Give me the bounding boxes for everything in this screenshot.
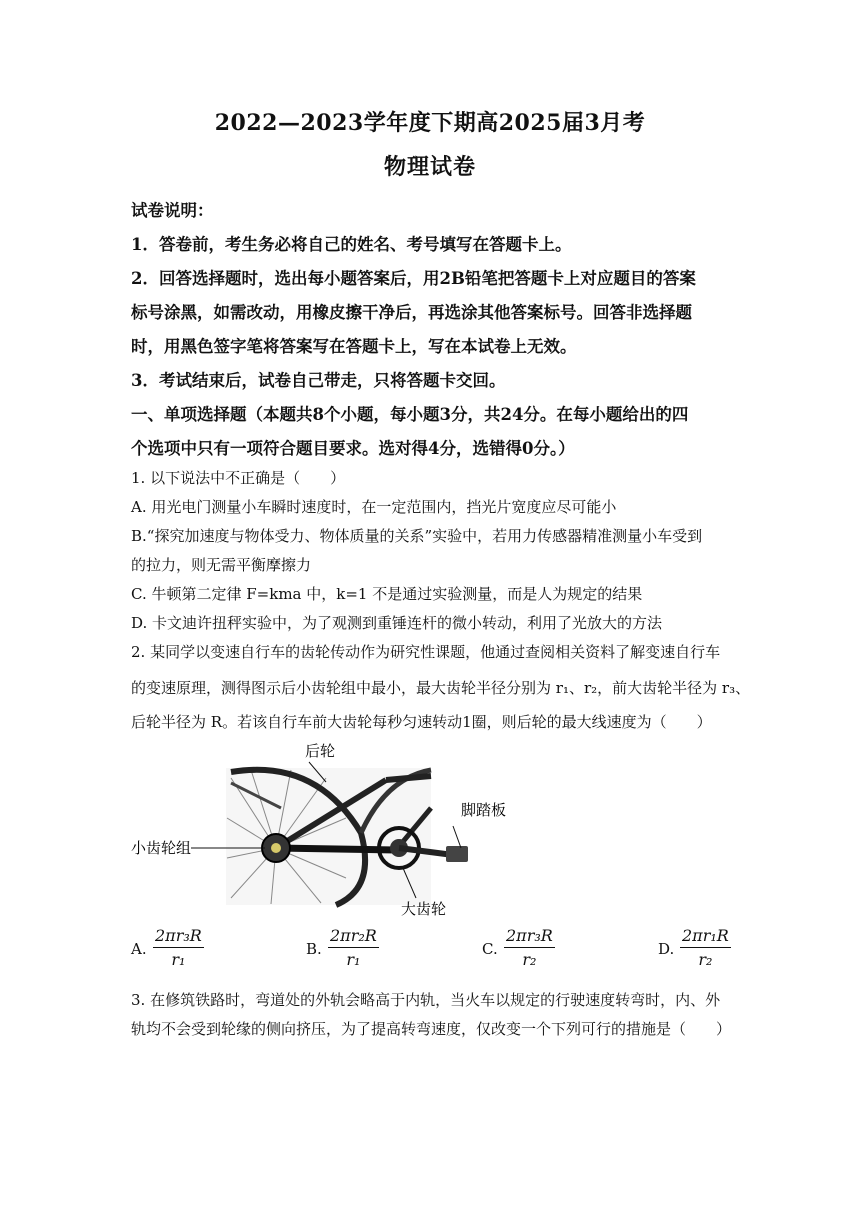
option-label: D. — [658, 940, 675, 958]
instructions-heading: 试卷说明： — [131, 201, 214, 220]
q1-option-b-line2: 的拉力，则无需平衡摩擦力 — [131, 556, 312, 574]
instruction-2c: 时，用黑色签字笔将答案写在答题卡上，写在本试卷上无效。 — [131, 337, 577, 356]
q2-stem-line3: 后轮半径为 R。若该自行车前大齿轮每秒匀速转动1圈，则后轮的最大线速度为（ ） — [131, 713, 712, 731]
q2-stem-line2: 的变速原理，测得图示后小齿轮组中最小，最大齿轮半径分别为 r₁、r₂，前大齿轮半径为 r₃、 — [131, 679, 751, 697]
fraction-denominator: r₂ — [522, 950, 537, 969]
fraction-denominator: r₁ — [171, 950, 186, 969]
label-big-gear: 大齿轮 — [401, 900, 447, 918]
q1-option-c: C. 牛顿第二定律 F=kma 中，k=1 不是通过实验测量，而是人为规定的结果 — [131, 585, 643, 603]
option-label: A. — [131, 940, 147, 958]
exam-subtitle: 物理试卷 — [383, 154, 476, 180]
q1-option-b-line1: B.“探究加速度与物体受力、物体质量的关系”实验中，若用力传感器精准测量小车受到 — [131, 527, 703, 545]
exam-title: 2022—2023学年度下期高2025届3月考 — [214, 110, 646, 136]
bicycle-figure — [131, 738, 521, 923]
option-label: C. — [482, 940, 498, 958]
section1-line2: 个选项中只有一项符合题目要求。选对得4分，选错得0分。） — [131, 439, 575, 458]
option-fraction — [504, 925, 555, 972]
q1-stem: 1. 以下说法中不正确是（ ） — [131, 469, 346, 487]
q3-stem-line2: 轨均不会受到轮缘的侧向挤压，为了提高转弯速度，仅改变一个下列可行的措施是（ ） — [131, 1020, 732, 1038]
label-pedal: 脚踏板 — [461, 801, 507, 819]
instruction-1: 1．答卷前，考生务必将自己的姓名、考号填写在答题卡上。 — [131, 235, 572, 254]
option-fraction — [153, 925, 204, 972]
option-fraction — [680, 925, 731, 972]
label-small-gear: 小齿轮组 — [131, 839, 192, 857]
label-rear-wheel: 后轮 — [305, 742, 336, 760]
fraction-numerator: 2πr₃R — [504, 925, 555, 948]
instruction-2b: 标号涂黑，如需改动，用橡皮擦干净后，再选涂其他答案标号。回答非选择题 — [131, 303, 692, 322]
option-fraction — [328, 925, 379, 972]
q3-stem-line1: 3. 在修筑铁路时，弯道处的外轨会略高于内轨，当火车以规定的行驶速度转弯时，内、外 — [131, 991, 721, 1009]
section1-line1: 一、单项选择题（本题共8个小题，每小题3分，共24分。在每小题给出的四 — [131, 405, 689, 424]
option-label: B. — [306, 940, 322, 958]
q1-option-a: A. 用光电门测量小车瞬时速度时，在一定范围内，挡光片宽度应尽可能小 — [131, 498, 617, 516]
fraction-numerator: 2πr₂R — [328, 925, 379, 948]
fraction-numerator: 2πr₃R — [153, 925, 204, 948]
q1-option-d: D. 卡文迪许扭秤实验中，为了观测到重锤连杆的微小转动，利用了光放大的方法 — [131, 614, 663, 632]
instruction-2a: 2．回答选择题时，选出每小题答案后，用2B铅笔把答题卡上对应题目的答案 — [131, 269, 696, 288]
instruction-3: 3．考试结束后，试卷自己带走，只将答题卡交回。 — [131, 371, 506, 390]
fraction-denominator: r₁ — [346, 950, 361, 969]
fraction-denominator: r₂ — [698, 950, 713, 969]
fraction-numerator: 2πr₁R — [680, 925, 731, 948]
q2-stem-line1: 2. 某同学以变速自行车的齿轮传动作为研究性课题，他通过查阅相关资料了解变速自行车 — [131, 643, 721, 661]
